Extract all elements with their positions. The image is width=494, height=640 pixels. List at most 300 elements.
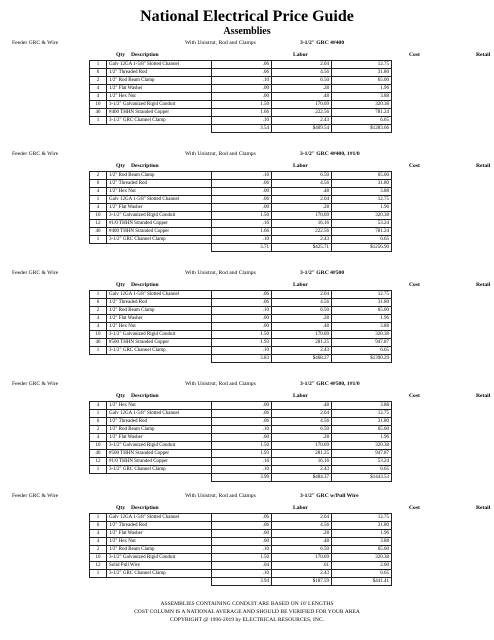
column-header-cost: Cost <box>409 505 420 511</box>
column-headers <box>0 501 494 513</box>
cell-description: 1/2" Threaded Rod <box>107 69 212 77</box>
cell-cost: 2.43 <box>272 570 332 578</box>
section-header <box>0 268 494 278</box>
cell-cost: 6.50 <box>272 426 332 434</box>
cell-description: 1/2" Hex Nut <box>107 323 212 331</box>
cell-retail: 6.65 <box>332 347 392 355</box>
cell-qty: 46 <box>90 228 107 236</box>
cell-labor: .00 <box>212 188 272 196</box>
section-assembly-name: 3-1/2" GRC w/Pull Wire <box>300 493 359 499</box>
cell-retail: 1.96 <box>332 85 392 93</box>
column-header-labor: Labor <box>293 52 308 58</box>
total-row <box>90 125 392 133</box>
cell-labor: .10 <box>212 466 272 474</box>
cell-description: 3-1/2" Galvanized Rigid Conduit <box>107 331 212 339</box>
cell-description: 3-1/2" GRC Channel Clamp <box>107 347 212 355</box>
page-title: National Electrical Price Guide <box>140 8 354 25</box>
cell-qty: 12 <box>90 458 107 466</box>
cell-labor: .06 <box>212 291 272 299</box>
table-row <box>90 228 392 236</box>
column-header-retail: Retail <box>476 505 491 511</box>
cell-labor: 1.66 <box>212 228 272 236</box>
cell-labor: .06 <box>212 418 272 426</box>
table-row <box>90 339 392 347</box>
cell-cost: 2.43 <box>272 117 332 125</box>
cell-retail: 1.96 <box>332 530 392 538</box>
cell-description: 1/2" Threaded Rod <box>107 299 212 307</box>
cell-description: #400 THHN Stranded Copper <box>107 109 212 117</box>
cell-retail: 12.75 <box>332 410 392 418</box>
assembly-table <box>89 513 392 586</box>
column-header-description: Description <box>131 52 159 58</box>
cell-cost: .48 <box>272 188 332 196</box>
total-retail: $1256.90 <box>332 244 392 252</box>
cell-labor: .10 <box>212 546 272 554</box>
cell-qty: 4 <box>90 93 107 101</box>
cell-retail: 31.80 <box>332 299 392 307</box>
total-labor: 3.83 <box>212 355 272 363</box>
total-row <box>90 244 392 252</box>
column-header-cost: Cost <box>409 393 420 399</box>
section-mounting: With Unistrut, Rod and Clamps <box>185 40 256 46</box>
cell-description: 3-1/2" Galvanized Rigid Conduit <box>107 442 212 450</box>
table-row <box>90 236 392 244</box>
assembly-table <box>89 290 392 363</box>
cell-retail: 12.75 <box>332 291 392 299</box>
cell-qty: 46 <box>90 109 107 117</box>
cell-qty: 4 <box>90 434 107 442</box>
cell-description: 3-1/2" GRC Channel Clamp <box>107 236 212 244</box>
cell-retail: 31.80 <box>332 69 392 77</box>
cell-description: Galv 12GA 1-5/8" Slotted Channel <box>107 196 212 204</box>
cell-labor: 1.66 <box>212 109 272 117</box>
section-mounting: With Unistrut, Rod and Clamps <box>185 381 256 387</box>
cell-qty: 46 <box>90 450 107 458</box>
cell-description: 1/2" Flat Washer <box>107 85 212 93</box>
cell-labor: .06 <box>212 522 272 530</box>
cell-retail: 6.65 <box>332 570 392 578</box>
table-row <box>90 196 392 204</box>
cell-description: Galv 12GA 1-5/8" Slotted Channel <box>107 291 212 299</box>
cell-labor: .16 <box>212 220 272 228</box>
cell-cost: 2.43 <box>272 466 332 474</box>
cell-retail: 3.88 <box>332 188 392 196</box>
cell-retail: 65.00 <box>332 77 392 85</box>
cell-description: 1/2" Threaded Rod <box>107 180 212 188</box>
cell-retail: 3.88 <box>332 402 392 410</box>
total-row <box>90 578 392 586</box>
cell-description: 3-1/2" GRC Channel Clamp <box>107 117 212 125</box>
cell-description: #1/0 THHN Stranded Copper <box>107 220 212 228</box>
cell-cost: .28 <box>272 530 332 538</box>
cell-retail: 320.38 <box>332 101 392 109</box>
cell-cost: .28 <box>272 434 332 442</box>
cell-cost: 170.69 <box>272 212 332 220</box>
section-header <box>0 491 494 501</box>
table-row <box>90 538 392 546</box>
cell-description: Galv 12GA 1-5/8" Slotted Channel <box>107 514 212 522</box>
assembly-section <box>0 268 494 361</box>
column-header-qty: Qty <box>116 52 126 58</box>
cell-labor: .00 <box>212 315 272 323</box>
column-header-cost: Cost <box>409 163 420 169</box>
table-row <box>90 85 392 93</box>
cell-labor: 1.93 <box>212 450 272 458</box>
cell-cost: 170.69 <box>272 331 332 339</box>
cell-cost: 4.56 <box>272 180 332 188</box>
cell-cost: 170.69 <box>272 554 332 562</box>
cell-qty: 12 <box>90 562 107 570</box>
cell-qty: 2 <box>90 426 107 434</box>
cell-qty: 1 <box>90 570 107 578</box>
cell-cost: 2.04 <box>272 61 332 69</box>
cell-cost: 170.69 <box>272 101 332 109</box>
table-row <box>90 522 392 530</box>
cell-qty: 2 <box>90 307 107 315</box>
cell-cost: 4.56 <box>272 299 332 307</box>
cell-labor: .10 <box>212 117 272 125</box>
total-labor: 3.99 <box>212 474 272 482</box>
cell-qty: 6 <box>90 299 107 307</box>
cell-cost: 4.56 <box>272 418 332 426</box>
total-spacer <box>107 355 212 363</box>
cell-description: #500 THHN Stranded Copper <box>107 339 212 347</box>
cell-description: 1/2" Flat Washer <box>107 434 212 442</box>
assembly-section <box>0 149 494 250</box>
footer-copyright: COPYRIGHT @ 1996-2019 by ELECTRICAL RESOURCES, INC. <box>169 617 324 623</box>
total-cost: $468.27 <box>272 355 332 363</box>
cell-qty: 6 <box>90 418 107 426</box>
cell-labor: .00 <box>212 93 272 101</box>
column-header-qty: Qty <box>116 393 126 399</box>
total-retail: $441.41 <box>332 578 392 586</box>
cell-cost: 2.04 <box>272 514 332 522</box>
table-row <box>90 466 392 474</box>
cell-qty: 6 <box>90 69 107 77</box>
table-row <box>90 570 392 578</box>
cell-retail: 6.65 <box>332 236 392 244</box>
cell-cost: 222.56 <box>272 109 332 117</box>
cell-description: 3-1/2" GRC Channel Clamp <box>107 570 212 578</box>
cell-qty: 1 <box>90 410 107 418</box>
table-row <box>90 212 392 220</box>
section-header <box>0 38 494 48</box>
table-row <box>90 418 392 426</box>
cell-labor: .10 <box>212 347 272 355</box>
cell-cost: .48 <box>272 538 332 546</box>
cell-qty: 10 <box>90 101 107 109</box>
column-headers <box>0 389 494 401</box>
cell-cost: 281.25 <box>272 339 332 347</box>
table-row <box>90 117 392 125</box>
table-row <box>90 442 392 450</box>
cell-cost: 16.16 <box>272 220 332 228</box>
cell-cost: 2.43 <box>272 236 332 244</box>
cell-retail: 65.00 <box>332 307 392 315</box>
cell-description: #500 THHN Stranded Copper <box>107 450 212 458</box>
section-category: Feeder GRC & Wire <box>12 493 59 499</box>
cell-qty: 1 <box>90 514 107 522</box>
cell-description: 1/2" Rod Beam Clamp <box>107 172 212 180</box>
total-spacer <box>107 125 212 133</box>
cell-cost: 4.56 <box>272 69 332 77</box>
cell-description: 3-1/2" Galvanized Rigid Conduit <box>107 212 212 220</box>
cell-cost: 6.50 <box>272 307 332 315</box>
section-assembly-name: 3-1/2" GRC 4#500 <box>300 270 345 276</box>
total-cost: $484.37 <box>272 474 332 482</box>
cell-labor: .06 <box>212 514 272 522</box>
cell-labor: .10 <box>212 426 272 434</box>
cell-cost: .28 <box>272 204 332 212</box>
column-headers <box>0 48 494 60</box>
cell-retail: 65.00 <box>332 172 392 180</box>
table-row <box>90 315 392 323</box>
cell-description: 3-1/2" GRC Channel Clamp <box>107 466 212 474</box>
column-header-labor: Labor <box>293 163 308 169</box>
cell-retail: 31.80 <box>332 522 392 530</box>
cell-description: Solid Pull Wire <box>107 562 212 570</box>
cell-retail: 1.96 <box>332 315 392 323</box>
cell-qty: 1 <box>90 196 107 204</box>
cell-qty: 2 <box>90 77 107 85</box>
table-row <box>90 402 392 410</box>
table-row <box>90 299 392 307</box>
cell-retail: 320.38 <box>332 442 392 450</box>
cell-retail: 31.80 <box>332 418 392 426</box>
table-row <box>90 180 392 188</box>
cell-description: 1/2" Flat Washer <box>107 204 212 212</box>
column-header-description: Description <box>131 163 159 169</box>
cell-qty: 4 <box>90 188 107 196</box>
total-cost: $409.54 <box>272 125 332 133</box>
cell-retail: 947.87 <box>332 339 392 347</box>
column-header-description: Description <box>131 393 159 399</box>
cell-description: Galv 12GA 1-5/8" Slotted Channel <box>107 61 212 69</box>
cell-retail: 320.38 <box>332 554 392 562</box>
cell-qty: 2 <box>90 546 107 554</box>
cell-retail: 1.96 <box>332 204 392 212</box>
footer-note-lengths: ASSEMBLIES CONTAINING CONDUIT ARE BASED ON 10' LENGTHS <box>160 601 334 607</box>
cell-labor: .00 <box>212 538 272 546</box>
section-mounting: With Unistrut, Rod and Clamps <box>185 270 256 276</box>
total-labor: 3.71 <box>212 244 272 252</box>
cell-description: 1/2" Rod Beam Clamp <box>107 546 212 554</box>
table-row <box>90 101 392 109</box>
cell-cost: .48 <box>272 402 332 410</box>
section-header <box>0 149 494 159</box>
section-mounting: With Unistrut, Rod and Clamps <box>185 151 256 157</box>
column-header-cost: Cost <box>409 282 420 288</box>
total-row <box>90 474 392 482</box>
cell-qty: 1 <box>90 291 107 299</box>
footer-notes <box>0 600 494 624</box>
cell-description: 3-1/2" Galvanized Rigid Conduit <box>107 554 212 562</box>
cell-cost: 6.50 <box>272 77 332 85</box>
assembly-table <box>89 171 392 252</box>
total-retail: $1443.53 <box>332 474 392 482</box>
column-header-description: Description <box>131 282 159 288</box>
total-cost: $187.59 <box>272 578 332 586</box>
total-spacer <box>90 578 107 586</box>
cell-description: 1/2" Rod Beam Clamp <box>107 77 212 85</box>
table-row <box>90 458 392 466</box>
column-header-qty: Qty <box>116 282 126 288</box>
column-headers <box>0 159 494 171</box>
cell-description: 1/2" Rod Beam Clamp <box>107 307 212 315</box>
total-labor: 3.94 <box>212 578 272 586</box>
cell-labor: 1.50 <box>212 331 272 339</box>
table-row <box>90 514 392 522</box>
table-row <box>90 323 392 331</box>
column-header-qty: Qty <box>116 163 126 169</box>
total-spacer <box>107 474 212 482</box>
cell-labor: 1.50 <box>212 554 272 562</box>
column-header-labor: Labor <box>293 282 308 288</box>
table-row <box>90 426 392 434</box>
cell-labor: .00 <box>212 85 272 93</box>
cell-labor: .10 <box>212 172 272 180</box>
cell-qty: 10 <box>90 212 107 220</box>
cell-labor: .00 <box>212 434 272 442</box>
cell-retail: 3.88 <box>332 93 392 101</box>
cell-retail: 12.75 <box>332 196 392 204</box>
cell-labor: .06 <box>212 299 272 307</box>
cell-labor: .10 <box>212 236 272 244</box>
cell-retail: 53.24 <box>332 458 392 466</box>
cell-qty: 1 <box>90 236 107 244</box>
cell-qty: 46 <box>90 339 107 347</box>
cell-labor: .06 <box>212 61 272 69</box>
cell-description: #1/0 THHN Stranded Copper <box>107 458 212 466</box>
column-header-retail: Retail <box>476 393 491 399</box>
column-header-retail: Retail <box>476 163 491 169</box>
cell-qty: 1 <box>90 466 107 474</box>
cell-cost: 281.25 <box>272 450 332 458</box>
cell-cost: 2.04 <box>272 410 332 418</box>
cell-labor: .16 <box>212 458 272 466</box>
section-category: Feeder GRC & Wire <box>12 151 59 157</box>
cell-retail: 31.80 <box>332 180 392 188</box>
cell-description: 1/2" Hex Nut <box>107 93 212 101</box>
cell-cost: 2.04 <box>272 291 332 299</box>
section-category: Feeder GRC & Wire <box>12 40 59 46</box>
table-row <box>90 562 392 570</box>
table-row <box>90 109 392 117</box>
cell-labor: 1.50 <box>212 442 272 450</box>
total-spacer <box>90 125 107 133</box>
cell-description: 1/2" Hex Nut <box>107 188 212 196</box>
cell-retail: 53.24 <box>332 220 392 228</box>
table-row <box>90 530 392 538</box>
total-cost: $425.71 <box>272 244 332 252</box>
total-spacer <box>107 578 212 586</box>
cell-labor: .10 <box>212 77 272 85</box>
cell-retail: 12.75 <box>332 514 392 522</box>
cell-labor: .10 <box>212 570 272 578</box>
cell-retail: 947.87 <box>332 450 392 458</box>
table-row <box>90 307 392 315</box>
cell-retail: 781.24 <box>332 228 392 236</box>
column-header-retail: Retail <box>476 52 491 58</box>
cell-qty: 2 <box>90 172 107 180</box>
cell-description: 1/2" Hex Nut <box>107 402 212 410</box>
column-header-labor: Labor <box>293 505 308 511</box>
table-row <box>90 188 392 196</box>
cell-qty: 1 <box>90 347 107 355</box>
cell-qty: 4 <box>90 402 107 410</box>
cell-labor: .10 <box>212 307 272 315</box>
table-row <box>90 69 392 77</box>
cell-qty: 4 <box>90 538 107 546</box>
table-row <box>90 77 392 85</box>
cell-retail: 12.75 <box>332 61 392 69</box>
table-row <box>90 291 392 299</box>
total-labor: 3.54 <box>212 125 272 133</box>
total-spacer <box>90 474 107 482</box>
column-headers <box>0 278 494 290</box>
cell-labor: .06 <box>212 180 272 188</box>
cell-description: 1/2" Threaded Rod <box>107 418 212 426</box>
section-category: Feeder GRC & Wire <box>12 381 59 387</box>
total-retail: $1283.66 <box>332 125 392 133</box>
column-header-description: Description <box>131 505 159 511</box>
cell-cost: 222.56 <box>272 228 332 236</box>
cell-cost: .61 <box>272 562 332 570</box>
cell-description: 3-1/2" Galvanized Rigid Conduit <box>107 101 212 109</box>
section-category: Feeder GRC & Wire <box>12 270 59 276</box>
cell-labor: 1.93 <box>212 339 272 347</box>
cell-cost: 6.50 <box>272 172 332 180</box>
cell-qty: 4 <box>90 530 107 538</box>
column-header-qty: Qty <box>116 505 126 511</box>
cell-retail: 1.96 <box>332 434 392 442</box>
cell-description: 1/2" Flat Washer <box>107 315 212 323</box>
cell-cost: 170.69 <box>272 442 332 450</box>
cell-labor: .06 <box>212 69 272 77</box>
cell-description: 1/2" Hex Nut <box>107 538 212 546</box>
cell-labor: 1.50 <box>212 101 272 109</box>
cell-retail: 2.00 <box>332 562 392 570</box>
cell-cost: 6.50 <box>272 546 332 554</box>
column-header-retail: Retail <box>476 282 491 288</box>
table-row <box>90 172 392 180</box>
table-row <box>90 347 392 355</box>
cell-labor: .00 <box>212 204 272 212</box>
total-retail: $1390.29 <box>332 355 392 363</box>
section-header <box>0 379 494 389</box>
cell-retail: 3.88 <box>332 538 392 546</box>
page-subtitle: Assemblies <box>223 26 271 37</box>
cell-retail: 320.38 <box>332 331 392 339</box>
table-row <box>90 93 392 101</box>
cell-description: 1/2" Flat Washer <box>107 530 212 538</box>
cell-cost: 4.56 <box>272 522 332 530</box>
cell-cost: 16.16 <box>272 458 332 466</box>
assembly-table <box>89 60 392 133</box>
section-mounting: With Unistrut, Rod and Clamps <box>185 493 256 499</box>
assembly-section <box>0 379 494 480</box>
cell-retail: 781.24 <box>332 109 392 117</box>
cell-labor: 1.50 <box>212 212 272 220</box>
section-assembly-name: 3-1/2" GRC 4#400, 1#1/0 <box>300 151 360 157</box>
cell-labor: .06 <box>212 196 272 204</box>
table-row <box>90 546 392 554</box>
cell-cost: .48 <box>272 323 332 331</box>
cell-labor: .00 <box>212 323 272 331</box>
table-row <box>90 61 392 69</box>
cell-qty: 10 <box>90 554 107 562</box>
cell-description: 1/2" Threaded Rod <box>107 522 212 530</box>
